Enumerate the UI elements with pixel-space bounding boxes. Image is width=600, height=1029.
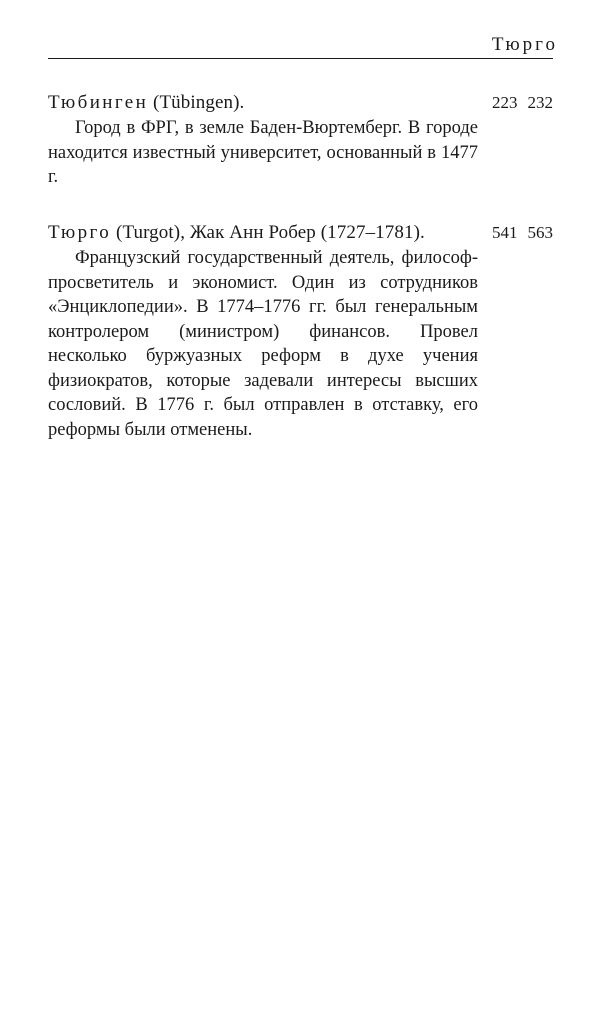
- entry-heading: [48, 219, 476, 246]
- glossary-entry: [48, 219, 553, 442]
- running-head: Тюрго: [491, 34, 558, 55]
- page-references: [492, 219, 553, 246]
- entry-term: Тюбинген: [48, 92, 149, 113]
- page-references: [492, 89, 553, 116]
- entry-term: Тюрго: [48, 222, 112, 243]
- header-rule: [48, 58, 553, 59]
- page-ref: 541: [492, 223, 518, 242]
- entry-description: Французский государственный деятель, философ-просветитель и экономист. Один из сотрудников «Энциклопедии». В 1774–1776 гг. был генеральным контролером (министром) финансов. Провел несколько буржуазных реформ в духе учения физиократов, которые задевали интересы высших сословий. В 1776 г. был отправлен в отставку, его реформы были отменены.: [48, 248, 478, 440]
- entry-term-details: (Turgot), Жак Анн Робер (1727–1781).: [111, 222, 425, 243]
- entry-description: Город в ФРГ, в земле Баден-Вюртемберг. В городе находится известный университет, основанный в 1477 г.: [48, 118, 478, 187]
- entry-term-details: (Tübingen).: [148, 92, 245, 113]
- page-ref: 223: [492, 93, 518, 112]
- entry-heading: [48, 89, 476, 116]
- glossary-entry: [48, 89, 553, 190]
- page-ref: 563: [527, 223, 553, 242]
- page-ref: 232: [527, 93, 553, 112]
